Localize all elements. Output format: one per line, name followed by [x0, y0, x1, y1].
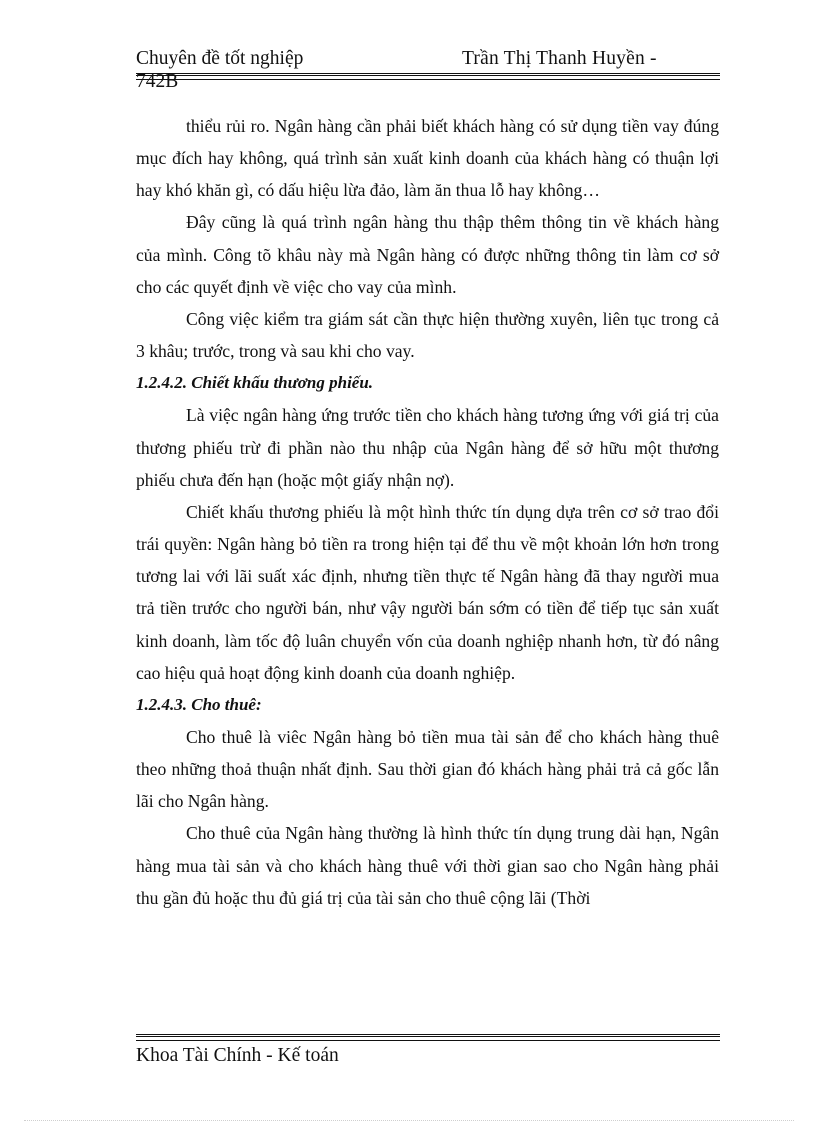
section-heading: 1.2.4.2. Chiết khấu thương phiếu. [136, 373, 374, 393]
paragraph: thiểu rủi ro. Ngân hàng cần phải biết khách hàng có sử dụng tiền vay đúng mục đích hay không, quá trình sản xuất kinh doanh của khách hàng có thuận lợi hay khó khăn gì, có dấu hiệu lừa đảo, làm ăn thua lỗ hay không… [136, 116, 719, 201]
page-edge-dotted-line [24, 1120, 794, 1121]
header-rule [136, 73, 720, 80]
paragraph: Cho thuê là viêc Ngân hàng bỏ tiền mua tài sản để cho khách hàng thuê theo những thoả thuận nhất định. Sau thời gian đó khách hàng phải trả cả gốc lẫn lãi cho Ngân hàng. [136, 726, 719, 812]
header-class-code: 742B [136, 71, 179, 92]
paragraph: Là việc ngân hàng ứng trước tiền cho khách hàng tương ứng với giá trị của thương phiếu trừ đi phần nào thu nhập của Ngân hàng để sở hữu một thương phiếu chưa đến hạn (hoặc một giấy nhận nợ). [136, 405, 719, 490]
page-footer: Khoa Tài Chính - Kế toán [136, 1045, 339, 1066]
section-heading: 1.2.4.3. Cho thuê: [136, 694, 262, 714]
paragraph: Đây cũng là quá trình ngân hàng thu thập thêm thông tin về khách hàng của mình. Công tõ khâu này mà Ngân hàng có được những thông tin làm cơ sở cho các quyết định về việc cho vay của mình. [136, 212, 719, 297]
paragraph: Chiết khấu thương phiếu là một hình thức tín dụng dựa trên cơ sở trao đổi trái quyền: Ngân hàng bỏ tiền ra trong hiện tại để thu về một khoản lớn hơn trong tương lai với lãi suất xác định, nhưng tiền thực tế Ngân hàng đã thay người mua trả tiền trước cho người bán, như vậy người bán sớm có tiền để tiếp tục sản xuất kinh doanh, làm tốc độ luân chuyển vốn của doanh nghiệp nhanh hơn, từ đó nâng cao hiệu quả hoạt động kinh doanh của doanh nghiệp. [136, 501, 719, 683]
page-body [136, 110, 719, 914]
paragraph: Cho thuê của Ngân hàng thường là hình thức tín dụng trung dài hạn, Ngân hàng mua tài sản và cho khách hàng thuê với thời gian sao cho Ngân hàng phải thu gần đủ hoặc thu đủ giá trị của tài sản cho thuê cộng lãi (Thời [136, 823, 719, 908]
paragraph: Công việc kiểm tra giám sát cần thực hiện thường xuyên, liên tục trong cả 3 khâu; trước, trong và sau khi cho vay. [136, 308, 719, 362]
header-author: Trần Thị Thanh Huyền - [462, 48, 657, 69]
page-header [136, 48, 720, 96]
footer-rule [136, 1034, 720, 1041]
header-title: Chuyên đề tốt nghiệp [136, 48, 304, 69]
